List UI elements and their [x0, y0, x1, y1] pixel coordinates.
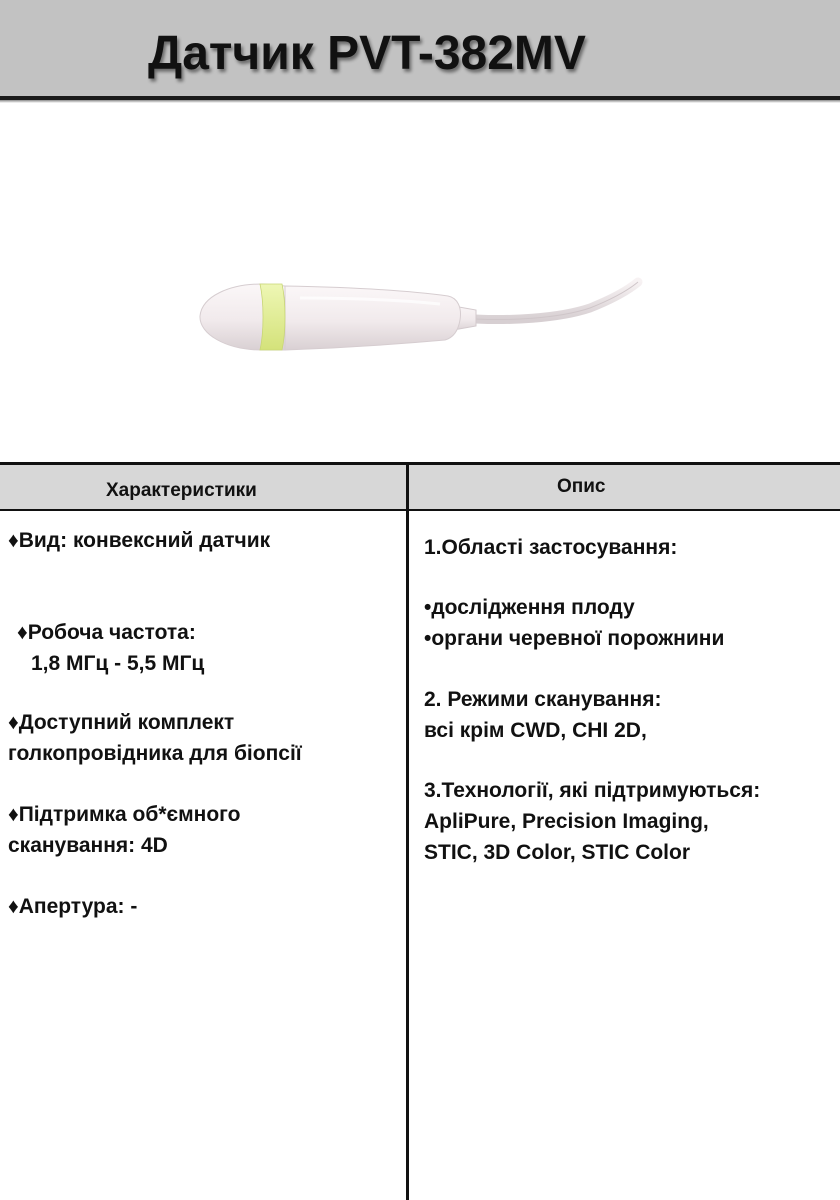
- spec-aperture-text: ♦Апертура: -: [8, 895, 138, 918]
- spec-biopsy-line2: голкопровідника для біопсії: [8, 742, 302, 765]
- technologies-heading: 3.Технології, які підтримуються:: [424, 779, 761, 802]
- applications-heading-text: 1.Області застосування:: [424, 536, 678, 559]
- desc-applications-list: [424, 592, 724, 654]
- spec-type: [8, 525, 270, 556]
- spec-biopsy-kit: [8, 707, 302, 769]
- column-header-description: Опис: [557, 476, 606, 497]
- spec-frequency-label: ♦Робоча частота:: [17, 621, 196, 644]
- scan-modes-heading: 2. Режими сканування:: [424, 688, 662, 711]
- title-divider-shadow: [0, 100, 840, 103]
- ultrasound-probe-image: [190, 270, 650, 370]
- spec-volume-scan: [8, 799, 240, 861]
- scan-modes-value: всі крім CWD, CHI 2D,: [424, 719, 647, 742]
- column-divider: [406, 462, 409, 1200]
- spec-aperture: [8, 891, 137, 922]
- desc-technologies: [424, 775, 760, 868]
- technologies-line: ApliPure, Precision Imaging,: [424, 810, 709, 833]
- spec-frequency: [17, 617, 204, 679]
- desc-scan-modes: [424, 684, 661, 746]
- spec-frequency-value: 1,8 МГц - 5,5 МГц: [31, 652, 205, 675]
- column-header-characteristics: Характеристики: [106, 480, 257, 501]
- table-header-border: [0, 509, 840, 511]
- page-title: Датчик PVT-382MV: [148, 27, 586, 80]
- technologies-line: STIC, 3D Color, STIC Color: [424, 841, 691, 864]
- table-header-row: [0, 465, 840, 509]
- spec-biopsy-line1: ♦Доступний комплект: [8, 711, 235, 734]
- application-item: •органи черевної порожнини: [424, 627, 725, 650]
- spec-volume-line1: ♦Підтримка об*ємного: [8, 803, 241, 826]
- application-item: •дослідження плоду: [424, 596, 635, 619]
- desc-applications-heading: [424, 532, 677, 563]
- title-banner: [0, 0, 840, 97]
- spec-volume-line2: сканування: 4D: [8, 834, 168, 857]
- spec-type-text: ♦Вид: конвексний датчик: [8, 529, 271, 552]
